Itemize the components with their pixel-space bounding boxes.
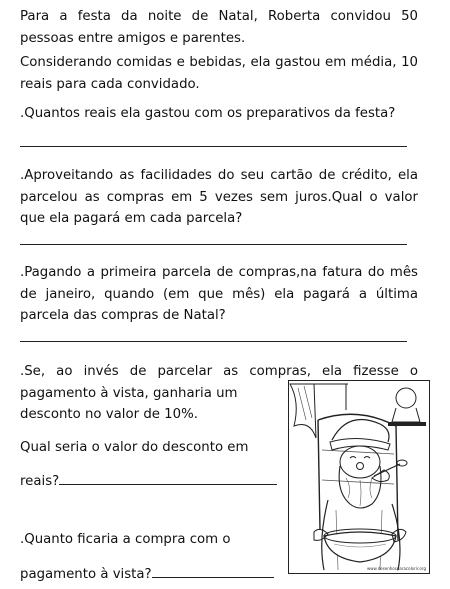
santa-claus-illustration — [288, 380, 430, 574]
intro-paragraph-1: Para a festa da noite de Natal, Roberta convidou 50 pessoas entre amigos e parentes. — [20, 9, 418, 46]
question-5-label: pagamento à vista? — [20, 567, 152, 582]
question-3: .Pagando a primeira parcela de compras,na fatura do mês de janeiro, quando (em que mês) ela pagará a última parcela das compras de Natal? — [20, 265, 418, 323]
answer-line-2[interactable] — [20, 244, 407, 245]
answer-line-3[interactable] — [20, 341, 407, 342]
question-5-line-1: .Quanto ficaria a compra com o — [20, 532, 231, 547]
answer-line-4[interactable] — [59, 470, 277, 485]
intro-paragraph-2: Considerando comidas e bebidas, ela gastou em média, 10 reais para cada convidado. — [20, 55, 418, 92]
question-4-line-2: desconto no valor de 10%. — [20, 407, 198, 422]
answer-line-5[interactable] — [152, 563, 274, 578]
question-5-line-2 — [20, 563, 274, 585]
question-4-line-3: Qual seria o valor do desconto em — [20, 440, 249, 455]
question-1: .Quantos reais ela gastou com os preparativos da festa? — [20, 106, 396, 121]
question-4-line-1: .Se, ao invés de parcelar as compras, ela fizesse o pagamento à vista, ganharia um — [20, 364, 418, 401]
question-4-line-4 — [20, 470, 277, 492]
question-2: .Aproveitando as facilidades do seu cartão de crédito, ela parcelou as compras em 5 vezes sem juros.Qual o valor que ela pagará em cada parcela? — [20, 168, 418, 226]
answer-line-1[interactable] — [20, 146, 407, 147]
question-4-reais-label: reais? — [20, 474, 60, 489]
illustration-caption: www.desenhosparacolorir.org — [366, 566, 426, 571]
